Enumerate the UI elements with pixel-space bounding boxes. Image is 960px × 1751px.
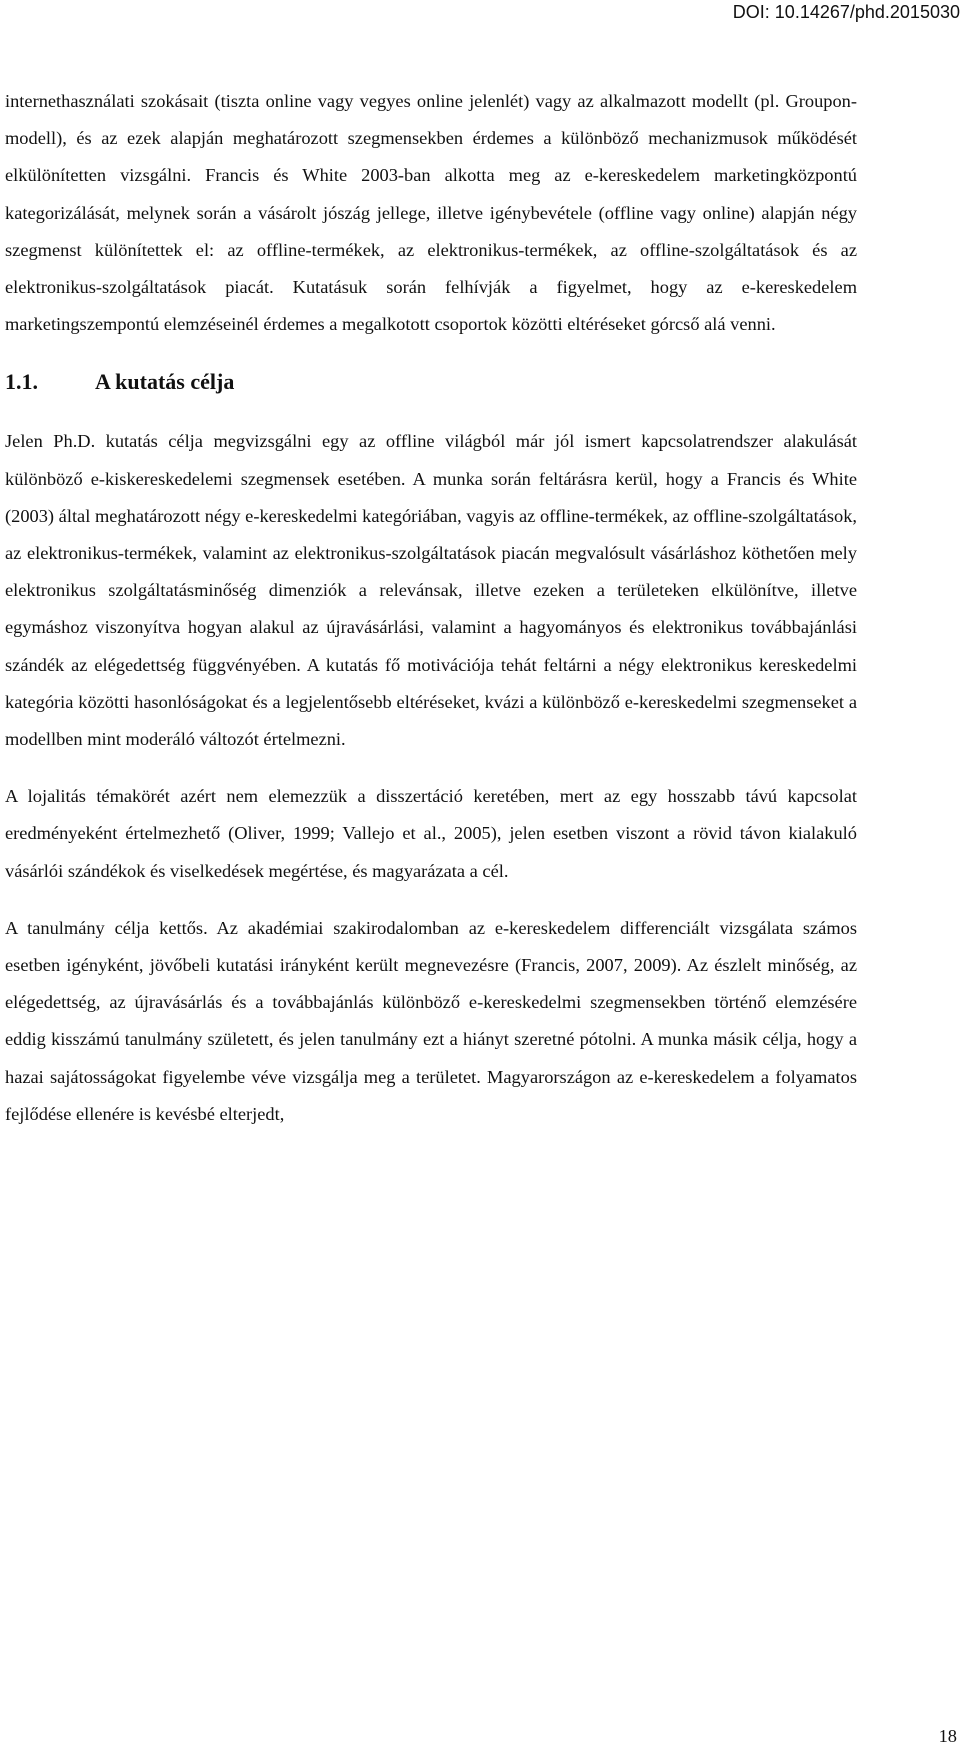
doi-header: DOI: 10.14267/phd.2015030 <box>732 2 960 22</box>
page-body <box>5 83 857 1133</box>
section-title: A kutatás célja <box>95 369 235 395</box>
page-number: 18 <box>938 1726 957 1746</box>
paragraph-4: A tanulmány célja kettős. Az akadémiai szakirodalomban az e-kereskedelem differenciált vizsgálata számos esetben igényként, jövőbeli kutatási irányként került megnevezésre (Francis, 2007, 2009). Az észlelt minőség, az elégedettség, az újravásárlás és a továbbajánlás különböző e-kereskedelmi szegmensekben történő elemzésére eddig kisszámú tanulmány született, és jelen tanulmány ezt a hiányt szeretné pótolni. A munka másik célja, hogy a hazai sajátosságokat figyelembe véve vizsgálja meg a területet. Magyarországon az e-kereskedelem a folyamatos fejlődése ellenére is kevésbé elterjedt, <box>5 917 857 1124</box>
section-number: 1.1. <box>5 369 38 395</box>
paragraph-2: Jelen Ph.D. kutatás célja megvizsgálni egy az offline világból már jól ismert kapcsolatrendszer alakulását különböző e-kiskereskedelemi szegmensek esetében. A munka során feltárásra kerül, hogy a Francis és White (2003) által meghatározott négy e-kereskedelmi kategóriában, vagyis az offline-termékek, az offline-szolgáltatások, az elektronikus-termékek, valamint az elektronikus-szolgáltatások piacán megvalósult vásárláshoz köthetően mely elektronikus szolgáltatásminőség dimenziók a relevánsak, illetve ezeken a területeken elkülönítve, illetve egymáshoz viszonyítva hogyan alakul az újravásárlási, valamint a hagyományos és elektronikus továbbajánlási szándék az elégedettség függvényében. A kutatás fő motivációja tehát feltárni a négy elektronikus kereskedelmi kategória közötti hasonlóságokat és a legjelentősebb eltéréseket, kvázi a különböző e-kereskedelmi szegmenseket a modellben mint moderáló változót értelmezni. <box>5 431 857 750</box>
paragraph-3: A lojalitás témakörét azért nem elemezzük a disszertáció keretében, mert az egy hosszabb távú kapcsolat eredményeként értelmezhető (Oliver, 1999; Vallejo et al., 2005), jelen esetben viszont a rövid távon kialakuló vásárlói szándékok és viselkedések megértése, és magyarázata a cél. <box>5 786 857 881</box>
section-heading <box>5 365 857 423</box>
paragraph-1: internethasználati szokásait (tiszta online vagy vegyes online jelenlét) vagy az alkalmazott modellt (pl. Groupon-modell), és az ezek alapján meghatározott szegmensekben érdemes a különböző mechanizmusok működését elkülönítetten vizsgálni. Francis és White 2003-ban alkotta meg az e-kereskedelem marketingközpontú kategorizálását, melynek során a vásárolt jószág jellege, illetve igénybevétele (offline vagy online) alapján négy szegmenst különítettek el: az offline-termékek, az elektronikus-termékek, az offline-szolgáltatások és az elektronikus-szolgáltatások piacát. Kutatásuk során felhívják a figyelmet, hogy az e-kereskedelem marketingszempontú elemzéseinél érdemes a megalkotott csoportok közötti eltéréseket górcső alá venni. <box>5 91 857 335</box>
